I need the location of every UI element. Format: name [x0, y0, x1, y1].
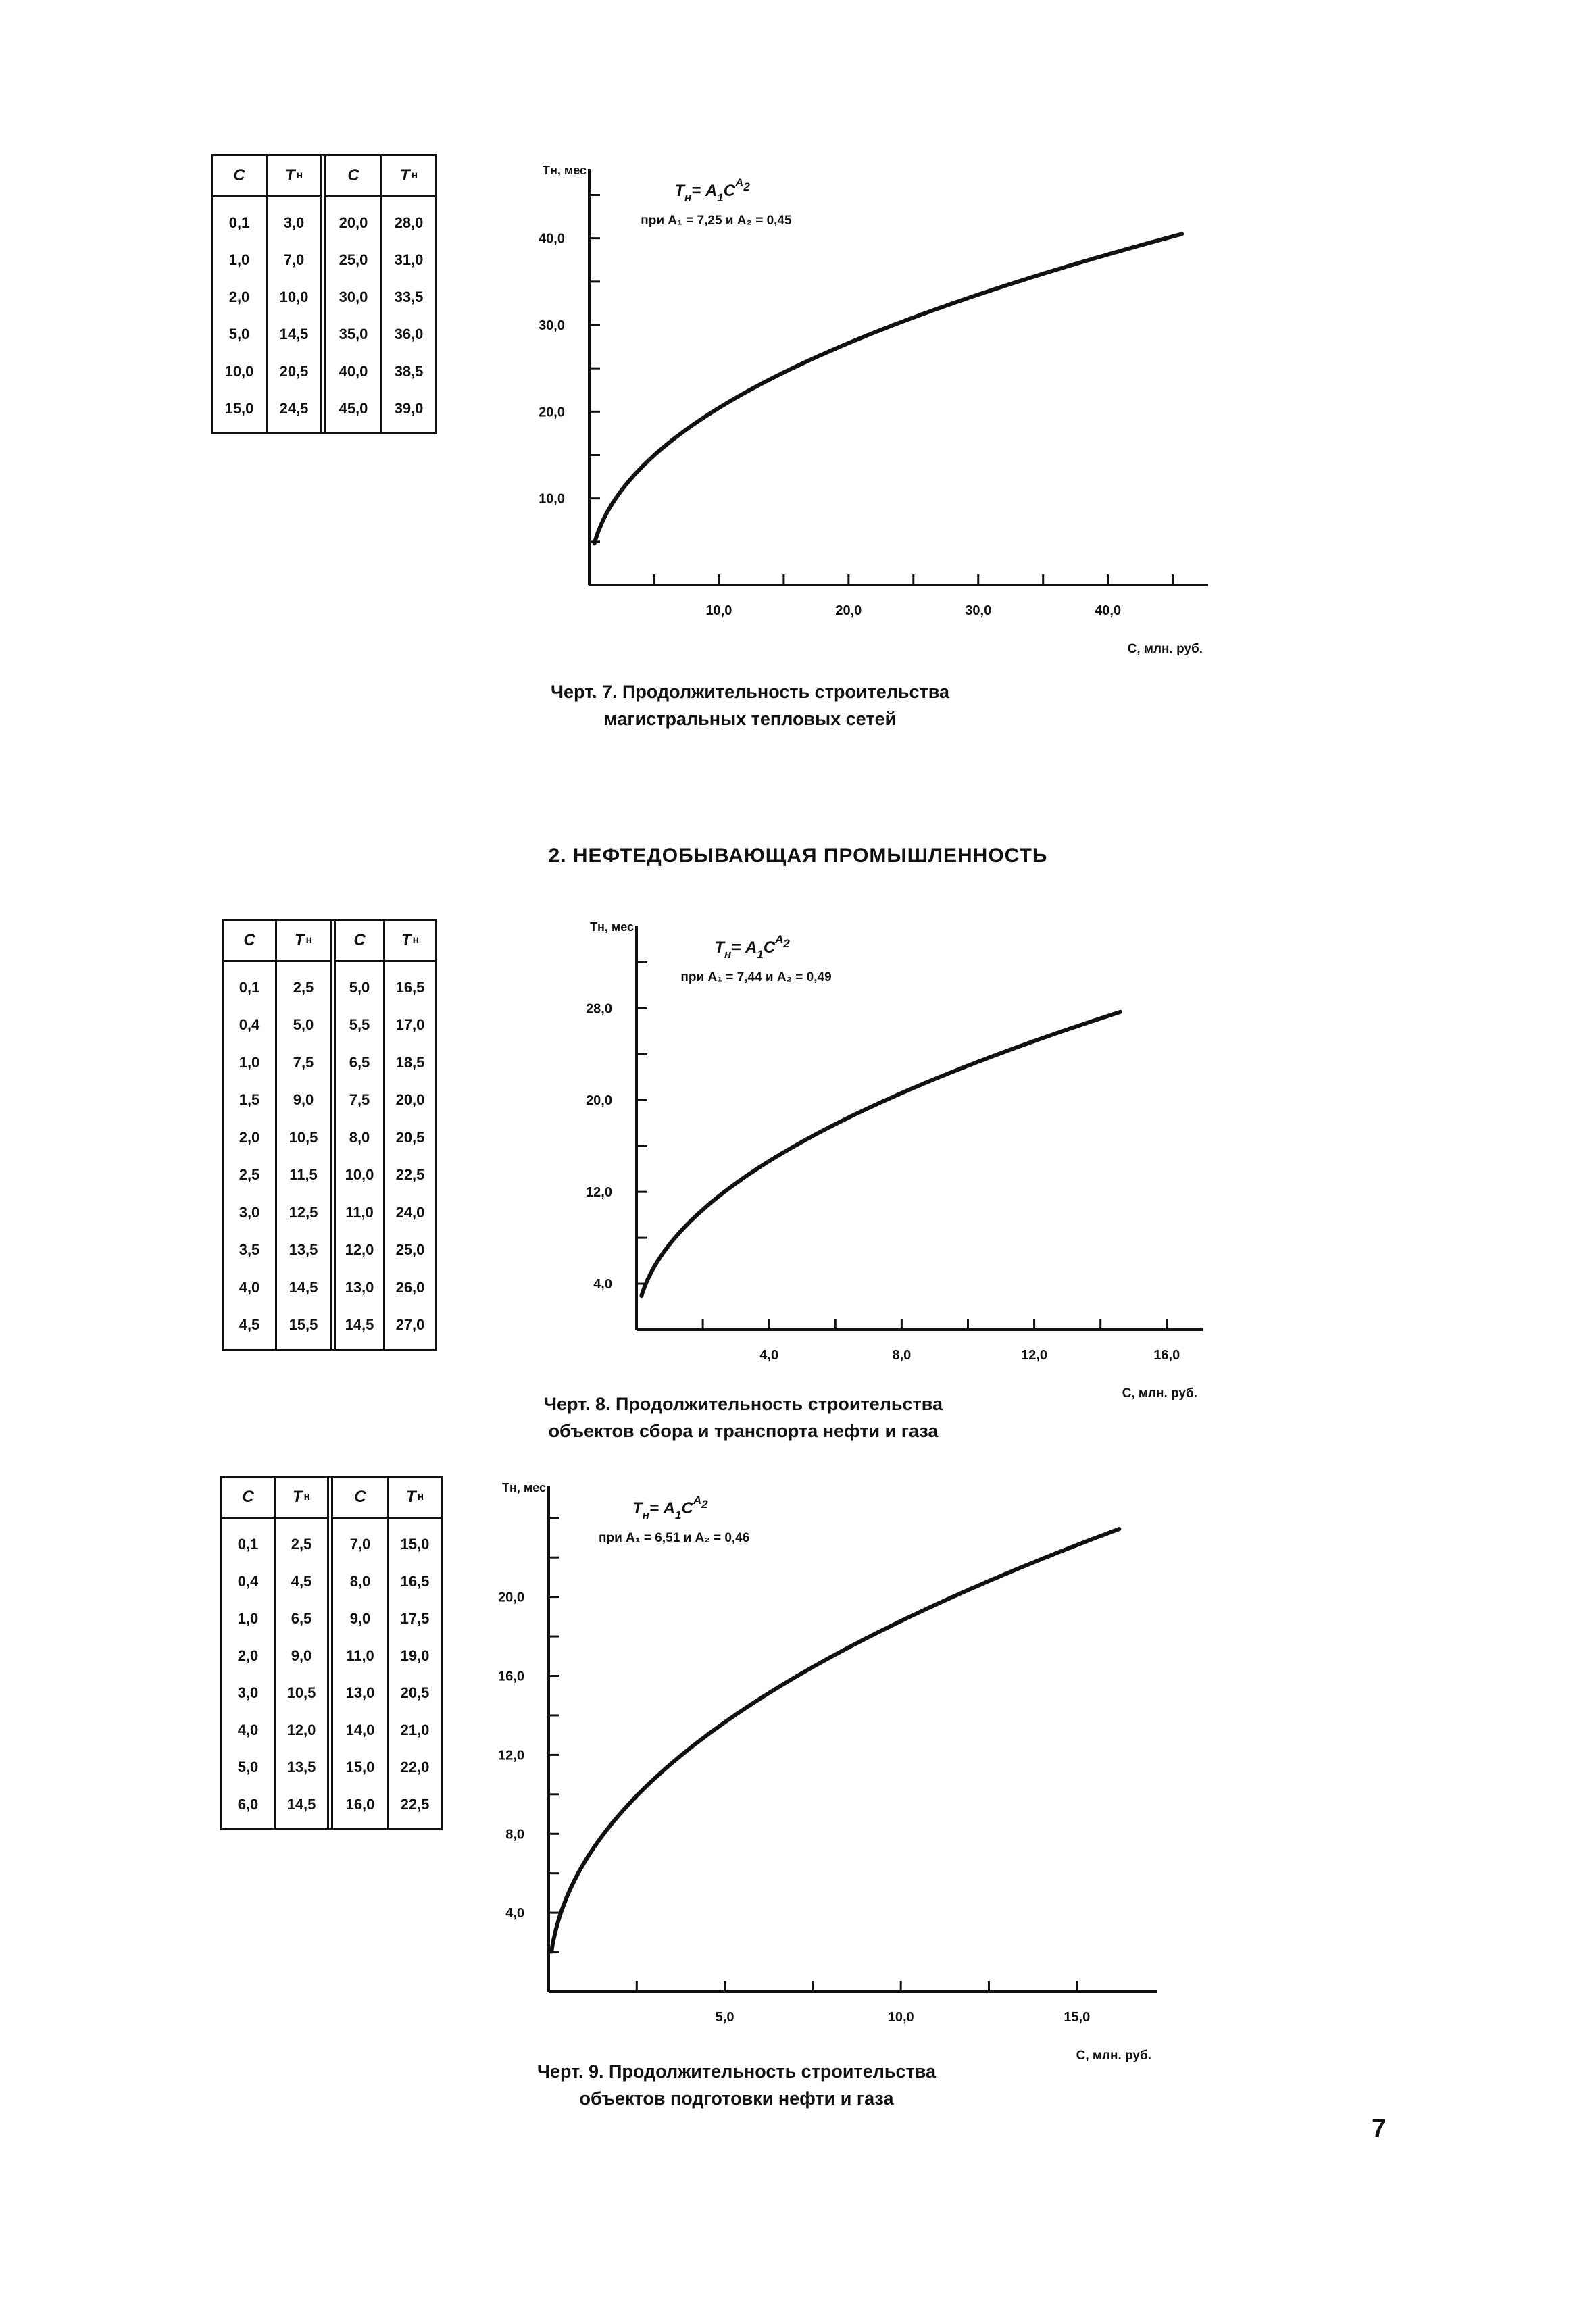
- duration-curve: [595, 234, 1182, 543]
- table-cell: 11,0: [345, 1203, 374, 1221]
- y-tick-label: 12,0: [498, 1748, 524, 1763]
- table-cell: 25,0: [395, 1241, 425, 1259]
- formula-part: н: [684, 191, 692, 204]
- column-header: [326, 156, 380, 197]
- table-cell: 36,0: [394, 325, 424, 343]
- table-cell: 13,0: [345, 1684, 375, 1701]
- table-cell: 15,0: [345, 1758, 375, 1776]
- y-tick-label: 12,0: [586, 1185, 612, 1201]
- table-cell: 15,5: [289, 1316, 318, 1334]
- column-cost: [326, 156, 380, 432]
- table-cell: 5,0: [237, 1758, 259, 1776]
- formula-part: 1: [757, 948, 764, 961]
- column-cost: [333, 1478, 387, 1828]
- column-header: [336, 921, 383, 962]
- table-cell: 20,5: [395, 1128, 425, 1146]
- section-title: 2. НЕФТЕДОБЫВАЮЩАЯ ПРОМЫШЛЕННОСТЬ: [548, 845, 1048, 867]
- column-duration: [387, 1478, 441, 1828]
- x-axis-label: C, млн. руб.: [1076, 2048, 1151, 2063]
- caption-line-2: объектов подготовки нефти и газа: [579, 2088, 894, 2109]
- formula-part: C: [681, 1499, 693, 1517]
- header-text: C: [243, 931, 255, 949]
- table-cell: 31,0: [394, 251, 424, 268]
- column-duration: [383, 921, 435, 1349]
- table-cell: 0,1: [239, 978, 260, 996]
- header-text: C: [354, 1488, 366, 1506]
- column-header: [333, 1478, 387, 1519]
- formula-part: C: [763, 938, 776, 957]
- table-half-right: [327, 1478, 441, 1828]
- table-cell: 16,5: [395, 978, 425, 996]
- duration-curve: [551, 1529, 1119, 1951]
- table-cell: 4,5: [291, 1572, 312, 1590]
- table-cell: 5,0: [293, 1016, 314, 1034]
- column-header: [382, 156, 435, 197]
- y-tick-label: 10,0: [539, 491, 565, 507]
- table-cell: 33,5: [394, 288, 424, 305]
- x-tick-label: 40,0: [1095, 603, 1122, 618]
- header-subscript: н: [303, 1491, 311, 1503]
- formula-part: 2: [701, 1498, 708, 1511]
- table-cell: 20,0: [395, 1091, 425, 1109]
- x-tick-label: 20,0: [835, 603, 862, 618]
- caption-line-1: Черт. 8. Продолжительность строительства: [544, 1394, 943, 1414]
- x-tick-label: 15,0: [1064, 2010, 1091, 2025]
- table-cell: 14,0: [345, 1721, 375, 1738]
- table-cell: 6,0: [237, 1795, 259, 1813]
- caption-chart-8: [466, 1390, 1020, 1444]
- header-text: T: [294, 931, 305, 949]
- page-number: 7: [1372, 2115, 1387, 2143]
- table-cell: 3,0: [237, 1684, 259, 1701]
- table-cell: 22,5: [395, 1166, 425, 1184]
- column-header: [222, 1478, 274, 1519]
- formula-part: 1: [717, 191, 724, 204]
- x-tick-label: 8,0: [892, 1348, 912, 1363]
- header-text: T: [292, 1488, 303, 1506]
- formula-part: A: [735, 176, 744, 189]
- header-text: T: [399, 166, 410, 184]
- table-cell: 16,0: [345, 1795, 375, 1813]
- y-axis-label: Tн, мес: [543, 164, 587, 177]
- chart-8: [561, 912, 1210, 1399]
- header-text: C: [233, 166, 245, 184]
- table-cell: 15,0: [224, 399, 254, 417]
- table-cell: 38,5: [394, 362, 424, 380]
- x-tick-label: 10,0: [887, 2010, 914, 2025]
- header-text: C: [347, 166, 359, 184]
- formula: [632, 1494, 708, 1521]
- table-half-right: [330, 921, 435, 1349]
- x-tick-label: 30,0: [965, 603, 992, 618]
- table-half-left: [213, 156, 320, 432]
- y-axis-label: Tн, мес: [590, 920, 634, 934]
- table-cell: 2,5: [291, 1535, 312, 1553]
- caption-line-2: объектов сбора и транспорта нефти и газа: [548, 1421, 939, 1441]
- table-cell: 20,0: [339, 213, 368, 231]
- table-cell: 7,5: [349, 1091, 370, 1109]
- column-header: [213, 156, 266, 197]
- table-cell: 4,5: [239, 1316, 260, 1334]
- column-cost: [222, 1478, 274, 1828]
- table-cell: 17,0: [395, 1016, 425, 1034]
- table-cell: 40,0: [339, 362, 368, 380]
- table-cell: 11,0: [346, 1646, 374, 1664]
- table-cell: 14,5: [279, 325, 309, 343]
- table-cell: 45,0: [339, 399, 368, 417]
- table-cell: 1,0: [237, 1609, 259, 1627]
- table-cell: 12,0: [286, 1721, 316, 1738]
- table-cell: 7,5: [293, 1053, 314, 1071]
- table-cell: 10,0: [345, 1166, 374, 1184]
- table-cell: 0,4: [239, 1016, 260, 1034]
- table-cell: 0,4: [237, 1572, 259, 1590]
- table-cell: 13,5: [289, 1241, 318, 1259]
- table-cell: 21,0: [400, 1721, 430, 1738]
- column-cost: [224, 921, 275, 1349]
- formula-part: = A: [731, 938, 757, 957]
- x-tick-label: 10,0: [705, 603, 732, 618]
- table-cell: 20,5: [279, 362, 309, 380]
- x-axis-label: C, млн. руб.: [1122, 1386, 1197, 1401]
- table-cell: 30,0: [339, 288, 368, 305]
- formula-part: A: [775, 933, 784, 946]
- table-cell: 3,5: [239, 1241, 260, 1259]
- table-cell: 10,5: [286, 1684, 316, 1701]
- column-duration: [275, 921, 330, 1349]
- column-header: [276, 1478, 327, 1519]
- table-cell: 2,0: [228, 288, 250, 305]
- y-tick-label: 20,0: [539, 405, 565, 420]
- table-cell: 10,5: [289, 1128, 318, 1146]
- formula-part: T: [714, 938, 725, 957]
- caption-line-1: Черт. 9. Продолжительность строительства: [537, 2061, 936, 2082]
- formula: [714, 933, 790, 961]
- header-text: T: [284, 166, 295, 184]
- table-chart-9: [220, 1476, 443, 1830]
- column-duration: [274, 1478, 327, 1828]
- table-cell: 12,0: [345, 1241, 374, 1259]
- formula-part: T: [632, 1499, 643, 1517]
- table-cell: 2,5: [293, 978, 314, 996]
- formula-part: A: [693, 1494, 702, 1507]
- table-cell: 1,0: [239, 1053, 260, 1071]
- y-axis-label: Tн, мес: [502, 1481, 546, 1494]
- table-cell: 8,0: [349, 1572, 371, 1590]
- table-chart-8: [222, 919, 437, 1351]
- formula-part: н: [642, 1509, 649, 1521]
- header-text: C: [353, 931, 366, 949]
- table-cell: 28,0: [394, 213, 424, 231]
- y-tick-label: 20,0: [586, 1093, 612, 1109]
- column-header: [385, 921, 435, 962]
- header-subscript: н: [305, 934, 313, 946]
- table-cell: 13,0: [345, 1278, 374, 1296]
- table-cell: 1,5: [239, 1091, 260, 1109]
- formula-part: = A: [649, 1499, 676, 1517]
- y-tick-label: 4,0: [593, 1277, 612, 1292]
- formula-params: при A₁ = 7,25 и A₂ = 0,45: [641, 213, 792, 228]
- table-cell: 17,5: [400, 1609, 430, 1627]
- table-cell: 9,0: [291, 1646, 312, 1664]
- table-cell: 7,0: [349, 1535, 371, 1553]
- y-tick-label: 4,0: [505, 1906, 524, 1921]
- caption-line-2: магистральных тепловых сетей: [603, 709, 897, 729]
- x-tick-label: 4,0: [759, 1348, 779, 1363]
- formula-part: T: [674, 182, 684, 200]
- formula-part: н: [724, 948, 732, 961]
- formula-params: при A₁ = 7,44 и A₂ = 0,49: [680, 970, 832, 984]
- header-subscript: н: [417, 1491, 424, 1503]
- formula-part: 2: [783, 937, 790, 950]
- y-tick-label: 20,0: [498, 1590, 524, 1605]
- table-cell: 20,5: [400, 1684, 430, 1701]
- y-tick-label: 30,0: [539, 318, 565, 333]
- y-tick-label: 40,0: [539, 231, 565, 247]
- table-cell: 22,0: [400, 1758, 430, 1776]
- formula-part: 1: [675, 1509, 682, 1521]
- table-cell: 18,5: [395, 1053, 425, 1071]
- table-cell: 0,1: [228, 213, 250, 231]
- column-duration: [266, 156, 320, 432]
- table-cell: 6,5: [291, 1609, 312, 1627]
- table-cell: 24,5: [279, 399, 309, 417]
- formula-part: C: [723, 182, 736, 200]
- table-cell: 2,0: [239, 1128, 260, 1146]
- column-header: [389, 1478, 441, 1519]
- table-cell: 3,0: [283, 213, 305, 231]
- table-cell: 5,0: [349, 978, 370, 996]
- table-cell: 8,0: [349, 1128, 370, 1146]
- caption-chart-7: [473, 678, 1027, 732]
- table-cell: 2,0: [237, 1646, 259, 1664]
- table-cell: 22,5: [400, 1795, 430, 1813]
- table-cell: 26,0: [395, 1278, 425, 1296]
- chart-9: [466, 1472, 1176, 2066]
- table-cell: 14,5: [289, 1278, 318, 1296]
- table-cell: 7,0: [283, 251, 305, 268]
- formula: [674, 176, 750, 204]
- chart-7: [473, 149, 1216, 662]
- column-header: [268, 156, 320, 197]
- column-duration: [380, 156, 435, 432]
- table-cell: 5,0: [228, 325, 250, 343]
- table-half-left: [224, 921, 330, 1349]
- table-chart-7: [211, 154, 437, 434]
- caption-chart-9: [459, 2058, 1014, 2112]
- x-tick-label: 5,0: [715, 2010, 734, 2025]
- table-cell: 19,0: [400, 1646, 430, 1664]
- table-cell: 5,5: [349, 1016, 370, 1034]
- table-cell: 16,5: [400, 1572, 430, 1590]
- header-text: C: [242, 1488, 254, 1506]
- formula-part: = A: [691, 182, 718, 200]
- table-cell: 9,0: [349, 1609, 371, 1627]
- table-half-right: [320, 156, 435, 432]
- table-cell: 14,5: [345, 1316, 374, 1334]
- caption-line-1: Черт. 7. Продолжительность строительства: [551, 682, 949, 702]
- formula-part: 2: [743, 180, 750, 193]
- table-cell: 12,5: [289, 1203, 318, 1221]
- formula-params: при A₁ = 6,51 и A₂ = 0,46: [599, 1531, 750, 1545]
- column-header: [277, 921, 330, 962]
- header-subscript: н: [411, 170, 418, 181]
- table-cell: 4,0: [239, 1278, 260, 1296]
- table-cell: 10,0: [224, 362, 254, 380]
- y-tick-label: 8,0: [505, 1827, 524, 1842]
- header-subscript: н: [412, 934, 420, 946]
- table-cell: 14,5: [286, 1795, 316, 1813]
- header-text: T: [401, 931, 412, 949]
- table-cell: 11,5: [289, 1166, 318, 1184]
- table-cell: 4,0: [237, 1721, 259, 1738]
- x-tick-label: 12,0: [1021, 1348, 1048, 1363]
- table-cell: 6,5: [349, 1053, 370, 1071]
- column-cost: [336, 921, 383, 1349]
- table-cell: 39,0: [394, 399, 424, 417]
- table-cell: 35,0: [339, 325, 368, 343]
- header-subscript: н: [296, 170, 303, 181]
- table-cell: 24,0: [395, 1203, 425, 1221]
- table-cell: 10,0: [279, 288, 309, 305]
- table-half-left: [222, 1478, 327, 1828]
- x-tick-label: 16,0: [1153, 1348, 1180, 1363]
- table-cell: 13,5: [286, 1758, 316, 1776]
- column-header: [224, 921, 275, 962]
- y-tick-label: 16,0: [498, 1669, 524, 1684]
- table-cell: 15,0: [400, 1535, 430, 1553]
- table-cell: 25,0: [339, 251, 368, 268]
- table-cell: 3,0: [239, 1203, 260, 1221]
- table-cell: 9,0: [293, 1091, 314, 1109]
- header-text: T: [405, 1488, 416, 1506]
- table-cell: 27,0: [395, 1316, 425, 1334]
- duration-curve: [641, 1012, 1120, 1296]
- table-cell: 2,5: [239, 1166, 260, 1184]
- table-cell: 0,1: [237, 1535, 259, 1553]
- y-tick-label: 28,0: [586, 1001, 612, 1017]
- x-axis-label: C, млн. руб.: [1127, 642, 1203, 656]
- table-cell: 1,0: [228, 251, 250, 268]
- column-cost: [213, 156, 266, 432]
